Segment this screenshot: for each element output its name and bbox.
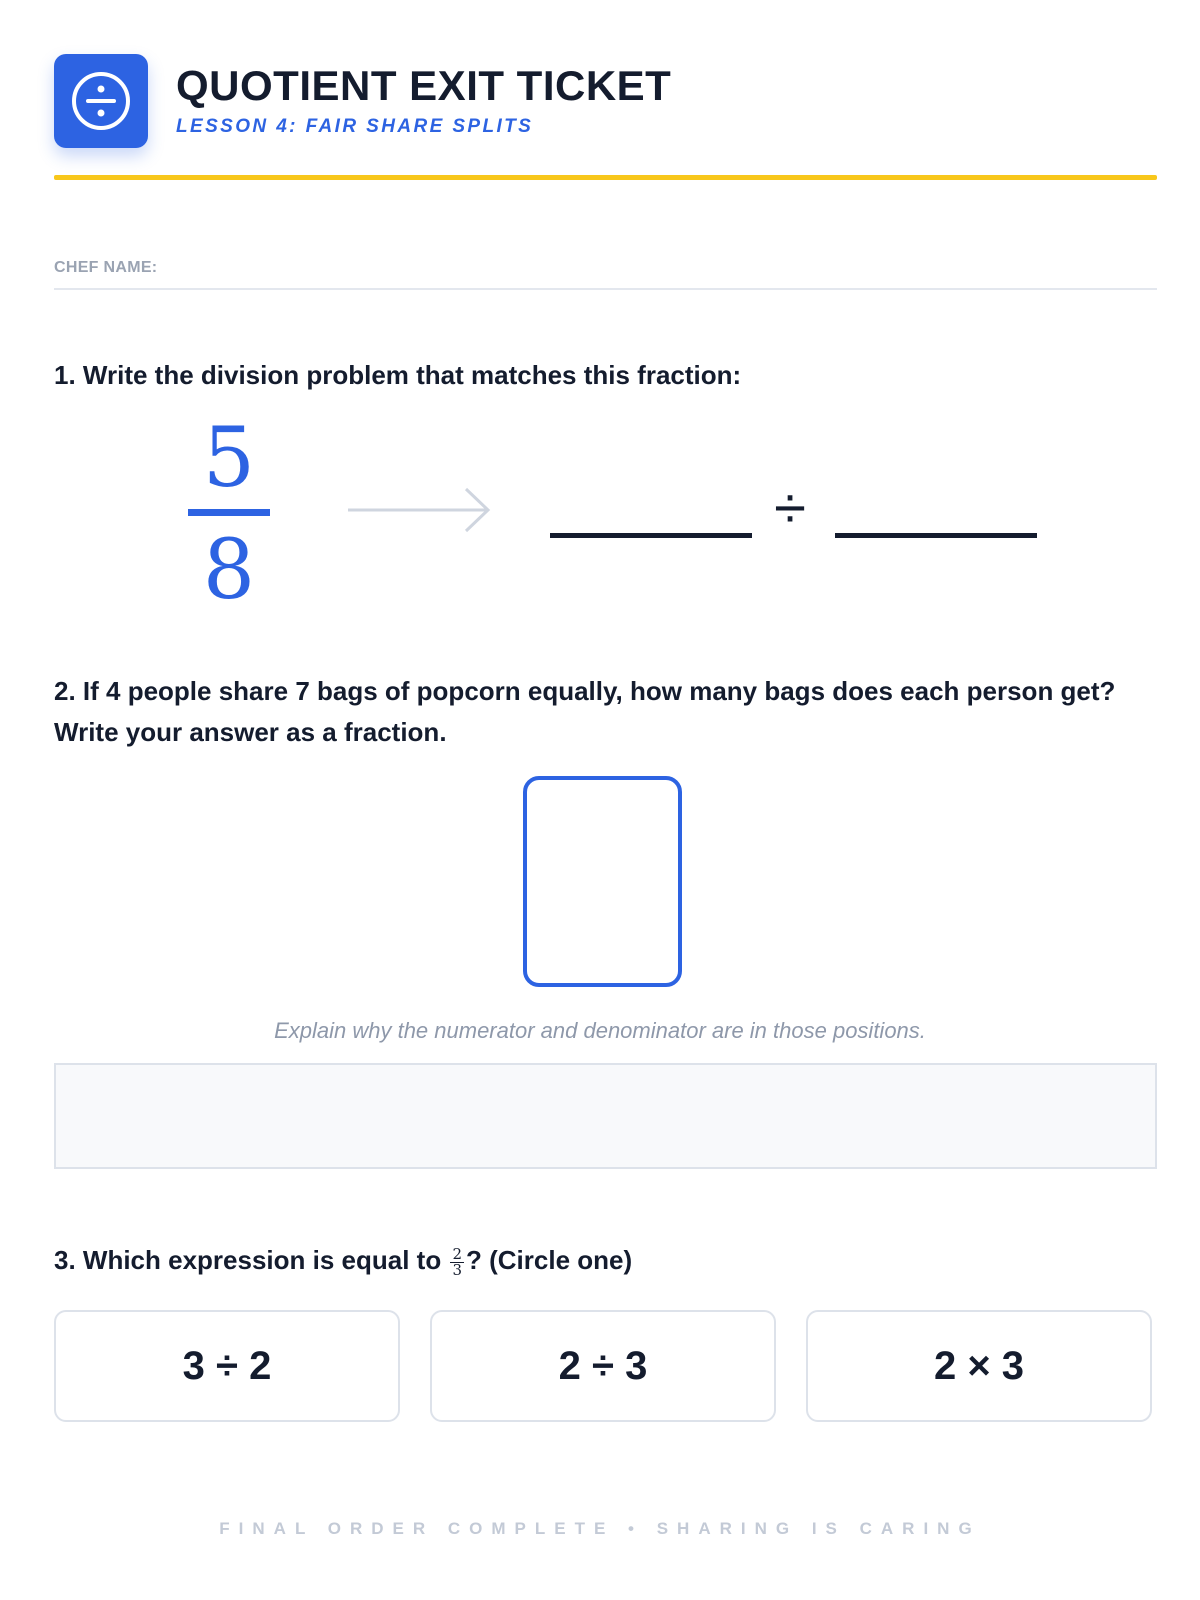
question-3-prompt: [54, 1240, 632, 1281]
question-2-prompt: 2. If 4 people share 7 bags of popcorn equally, how many bags does each person get? Write your answer as a fraction.: [54, 676, 1116, 747]
question-3-suffix: ? (Circle one): [466, 1245, 633, 1275]
arrow-right-icon: [346, 487, 496, 533]
divide-icon: [54, 54, 148, 148]
question-3-text: 3. Which expression is equal to: [54, 1245, 442, 1275]
fraction-denominator: 8: [202, 523, 256, 618]
inline-fraction: [450, 1244, 464, 1279]
divisor-blank[interactable]: [835, 533, 1037, 538]
inline-fraction-denominator: 3: [452, 1260, 462, 1279]
footer-tagline: FINAL ORDER COMPLETE • SHARING IS CARING: [219, 1519, 981, 1538]
inline-fraction-numerator: 2: [452, 1244, 462, 1263]
dividend-blank[interactable]: [550, 533, 752, 538]
question-1-prompt: 1. Write the division problem that matches this fraction:: [54, 360, 742, 390]
division-sign: ÷: [774, 476, 806, 541]
header-divider: [54, 175, 1157, 180]
lesson-subtitle: LESSON 4: FAIR SHARE SPLITS: [176, 116, 534, 137]
fraction-answer-box[interactable]: [523, 776, 682, 987]
fraction-bar: [188, 509, 270, 516]
fraction-numerator: 5: [202, 411, 256, 506]
chef-name-label: CHEF NAME:: [54, 259, 158, 276]
page-title: QUOTIENT EXIT TICKET: [176, 62, 672, 109]
option-3-divided-by-2[interactable]: 3 ÷ 2: [54, 1310, 400, 1422]
explanation-area[interactable]: [54, 1063, 1157, 1169]
explain-prompt: Explain why the numerator and denominator are in those positions.: [274, 1018, 926, 1043]
chef-name-field[interactable]: [54, 288, 1157, 290]
option-2-times-3[interactable]: 2 × 3: [806, 1310, 1152, 1422]
option-2-divided-by-3[interactable]: 2 ÷ 3: [430, 1310, 776, 1422]
